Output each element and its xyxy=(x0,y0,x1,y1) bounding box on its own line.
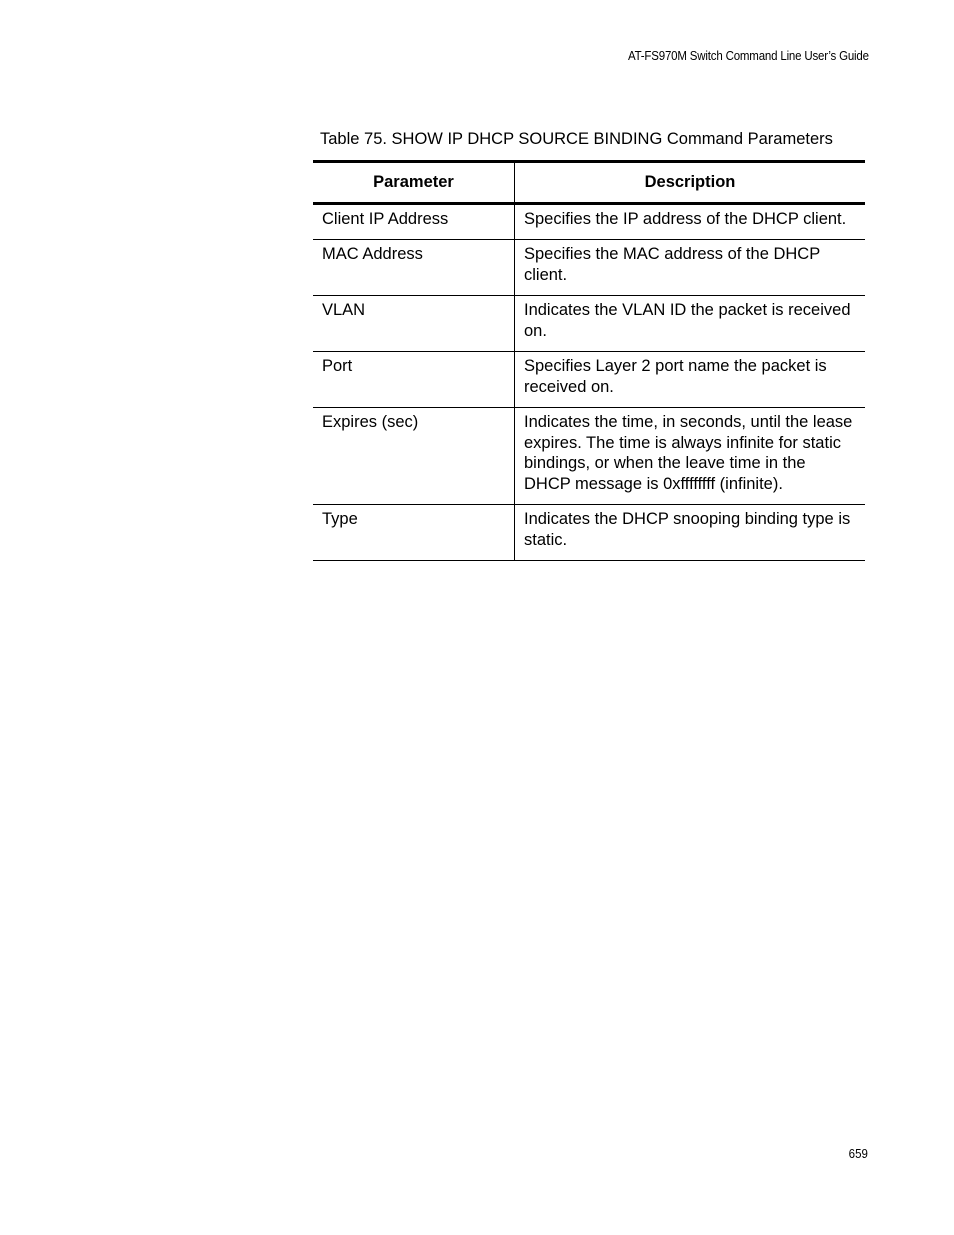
table-row xyxy=(313,408,865,505)
parameter-cell: MAC Address xyxy=(313,240,515,296)
description-cell: Indicates the VLAN ID the packet is received on. xyxy=(515,296,866,352)
parameter-cell: Client IP Address xyxy=(313,203,515,240)
parameter-cell: Type xyxy=(313,505,515,561)
table-row xyxy=(313,505,865,561)
description-cell: Indicates the time, in seconds, until the lease expires. The time is always infinite for static bindings, or when the leave time in the DHCP message is 0xffffffff (infinite). xyxy=(515,408,866,505)
parameter-cell: Port xyxy=(313,352,515,408)
parameter-cell: Expires (sec) xyxy=(313,408,515,505)
table-row xyxy=(313,203,865,240)
parameter-cell: VLAN xyxy=(313,296,515,352)
table-header-row xyxy=(313,162,865,204)
column-header-parameter: Parameter xyxy=(313,162,515,204)
table-row xyxy=(313,352,865,408)
column-header-description: Description xyxy=(515,162,866,204)
parameters-table xyxy=(313,160,865,561)
running-header: AT-FS970M Switch Command Line User’s Guide xyxy=(628,49,869,63)
page-number: 659 xyxy=(848,1147,868,1161)
table-row xyxy=(313,296,865,352)
description-cell: Indicates the DHCP snooping binding type is static. xyxy=(515,505,866,561)
description-cell: Specifies the IP address of the DHCP client. xyxy=(515,203,866,240)
description-cell: Specifies the MAC address of the DHCP client. xyxy=(515,240,866,296)
table-row xyxy=(313,240,865,296)
description-cell: Specifies Layer 2 port name the packet is received on. xyxy=(515,352,866,408)
table-caption: Table 75. SHOW IP DHCP SOURCE BINDING Command Parameters xyxy=(320,130,833,148)
